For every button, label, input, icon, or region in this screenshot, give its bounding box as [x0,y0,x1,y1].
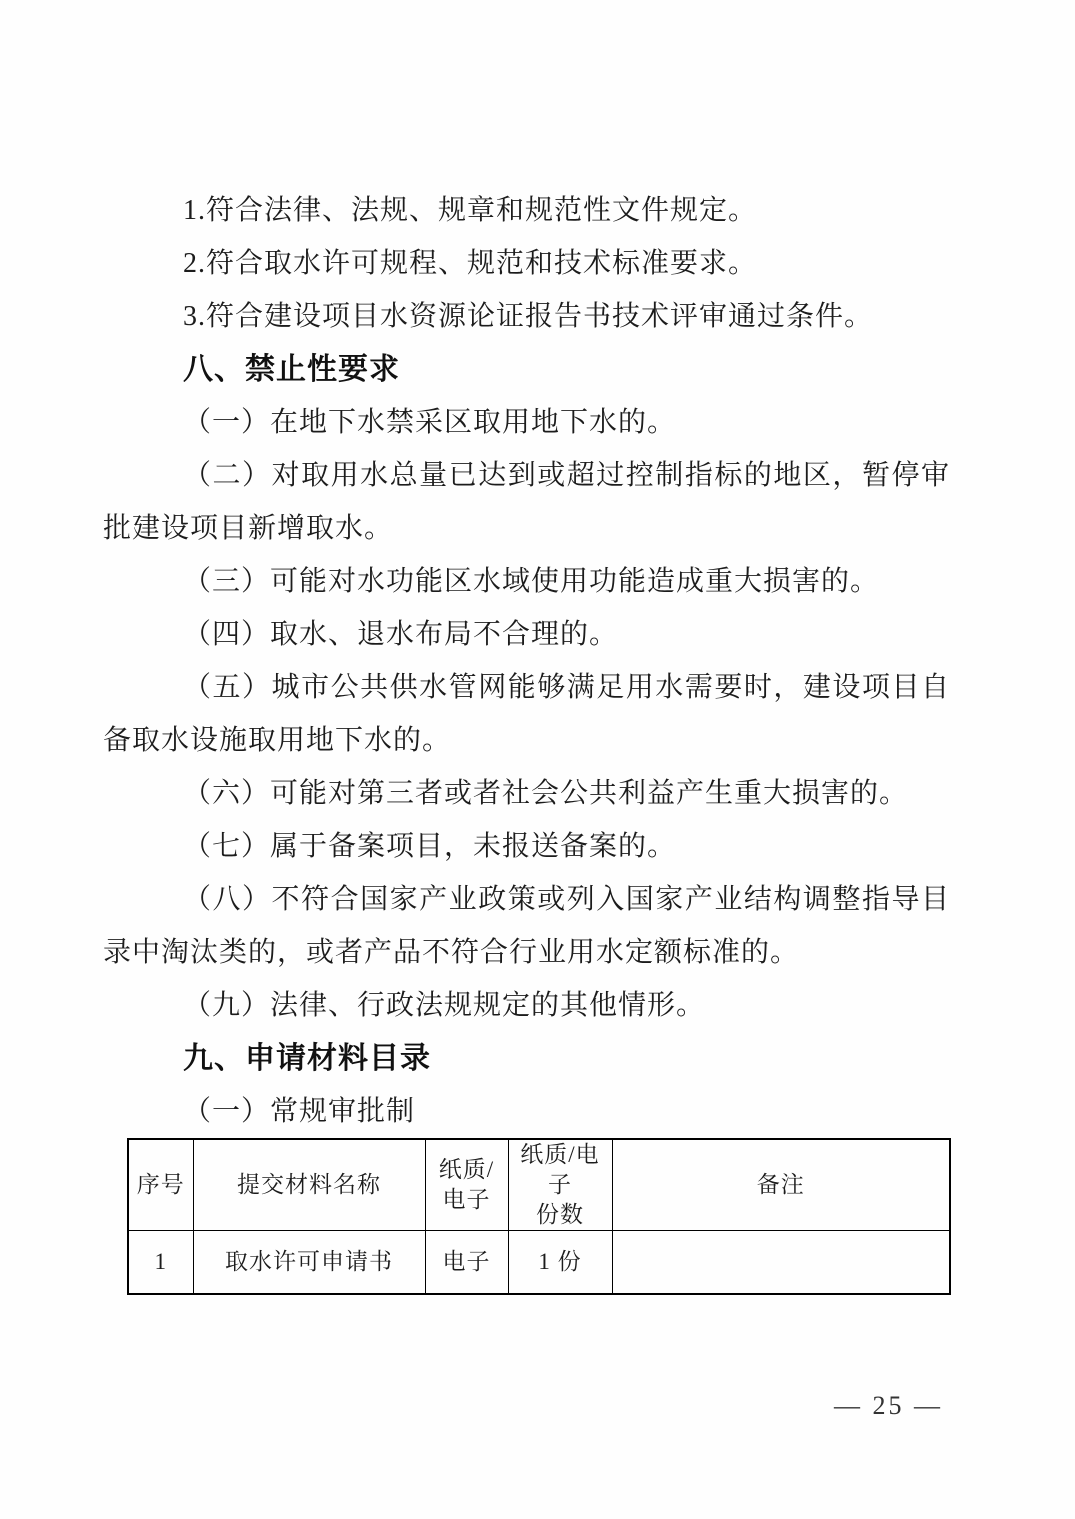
numbered-condition-1: 1.符合法律、法规、规章和规范性文件规定。 [183,195,758,226]
prohibition-item-3: （三）可能对水功能区水域使用功能造成重大损害的。 [183,566,880,597]
prohibition-item-4: （四）取水、退水布局不合理的。 [183,619,619,650]
prohibition-item-9: （九）法律、行政法规规定的其他情形。 [183,990,706,1021]
materials-table [127,1138,951,1295]
prohibition-item-6: （六）可能对第三者或者社会公共利益产生重大损害的。 [183,778,909,809]
header-medium-line2: 电子 [442,1187,491,1212]
cell-material-name: 取水许可申请书 [193,1231,425,1294]
cell-copies: 1 份 [508,1231,612,1294]
header-remarks: 备注 [612,1139,950,1231]
cell-medium: 电子 [425,1231,508,1294]
header-medium-line1: 纸质/ [438,1157,495,1182]
prohibition-item-8: （八）不符合国家产业政策或列入国家产业结构调整指导目录中淘汰类的，或者产品不符合行业用水定额标准的。 [103,884,950,968]
cell-serial-number: 1 [128,1231,193,1294]
prohibition-item-2: （二）对取用水总量已达到或超过控制指标的地区，暂停审批建设项目新增取水。 [103,460,950,544]
prohibition-item-7: （七）属于备案项目，未报送备案的。 [183,831,677,862]
materials-table-header-row [128,1139,950,1231]
section-heading-materials: 九、申请材料目录 [183,1042,431,1075]
header-copies [508,1139,612,1231]
prohibition-item-5: （五）城市公共供水管网能够满足用水需要时，建设项目自备取水设施取用地下水的。 [103,672,950,756]
materials-table-row [128,1231,950,1294]
cell-remarks [612,1231,950,1294]
numbered-condition-2: 2.符合取水许可规程、规范和技术标准要求。 [183,248,758,279]
section-heading-prohibitions: 八、禁止性要求 [183,353,400,386]
header-copies-line1: 纸质/电子 [520,1142,600,1197]
page-number: — 25 — [834,1390,943,1420]
header-material-name: 提交材料名称 [193,1139,425,1231]
header-serial-number: 序号 [128,1139,193,1231]
numbered-condition-3: 3.符合建设项目水资源论证报告书技术评审通过条件。 [183,301,874,332]
prohibition-item-1: （一）在地下水禁采区取用地下水的。 [183,407,677,438]
materials-subheading: （一）常规审批制 [183,1096,416,1127]
header-copies-line2: 份数 [536,1202,584,1227]
header-medium [425,1139,508,1231]
